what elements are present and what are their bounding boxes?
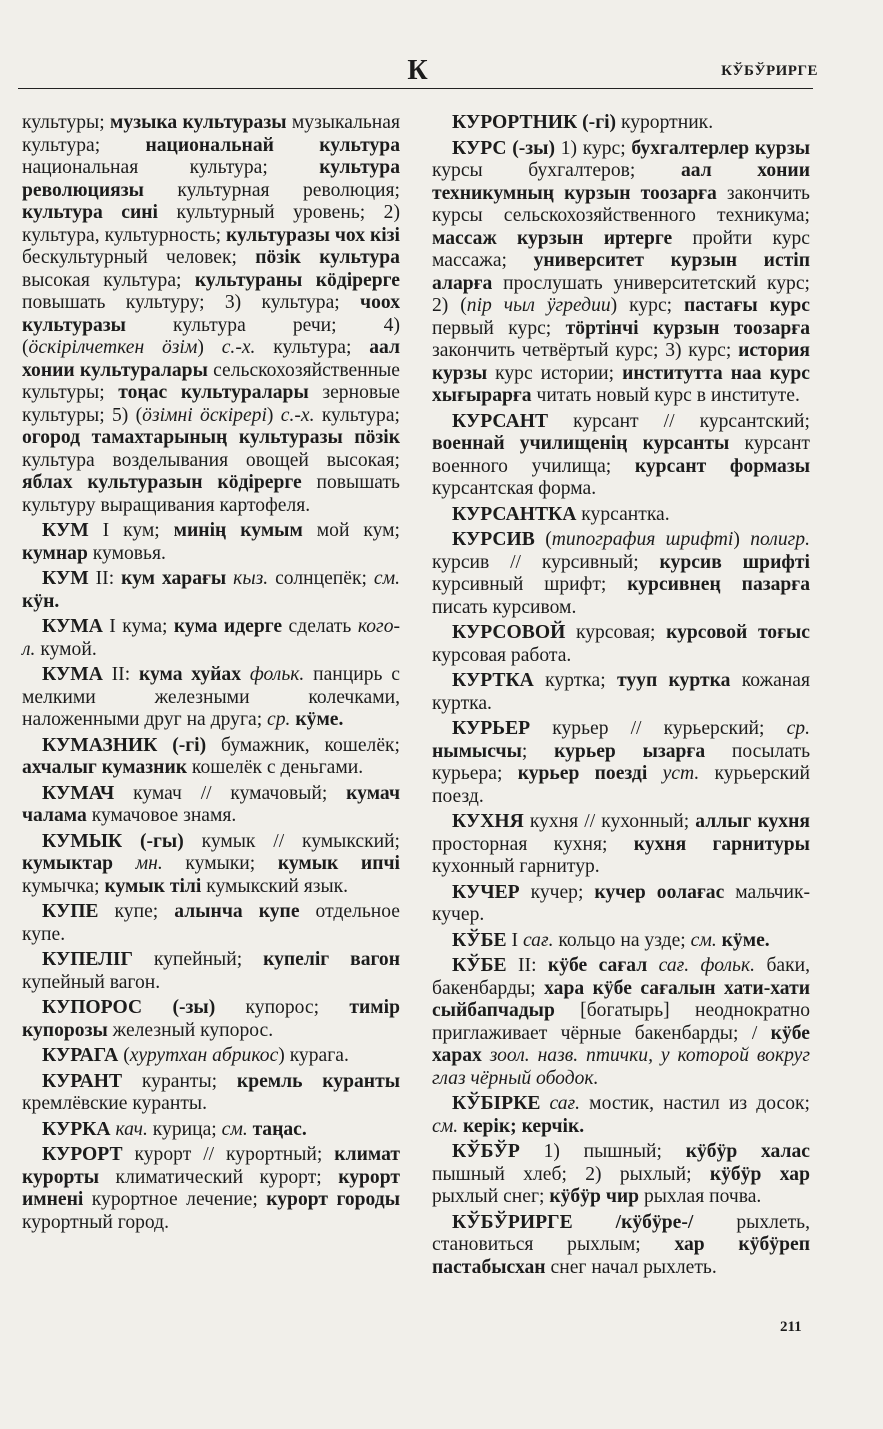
headword-text: КУМ: [42, 568, 89, 589]
italic-gloss: типография шрифті: [551, 529, 734, 550]
headword-text: кума хуйах: [138, 664, 242, 685]
definition-text: курс истории;: [487, 362, 623, 384]
headword-text: кÿн.: [22, 590, 60, 612]
definition-text: рыхлый снег;: [432, 1186, 550, 1207]
headword-text: курорт имнені: [22, 1166, 400, 1210]
definition-text: повышать культуру; 3) культура;: [22, 292, 361, 313]
dictionary-entry: [22, 1071, 400, 1116]
right-column: [432, 112, 810, 1282]
definition-text: кумачовое знамя.: [86, 805, 237, 826]
definition-text: кошелёк с деньгами.: [187, 757, 364, 778]
definition-text: [113, 853, 136, 874]
page-header: [18, 55, 818, 89]
definition-text: купорос;: [215, 997, 350, 1018]
definition-text: (: [118, 1045, 130, 1066]
headword-text: керік; керчік.: [463, 1115, 585, 1137]
definition-text: кумык // кумыкский;: [183, 830, 401, 852]
headword-text: хара кÿбе сағалын хати-хати сыйбапчадыр: [432, 977, 810, 1021]
definition-text: курсантская форма.: [432, 478, 597, 499]
definition-text: курьер // курьерский;: [530, 718, 787, 739]
headword-text: курьер поезді: [517, 763, 648, 784]
headword-text: тöртінчі курзын тоозарға: [565, 317, 810, 339]
headword-text: КУРСИВ: [452, 529, 535, 550]
definition-text: культура;: [314, 404, 400, 426]
headword-text: КЎБІРКЕ: [452, 1093, 541, 1114]
dictionary-entry: [22, 997, 400, 1042]
headword-text: музыка культуразы: [110, 112, 287, 133]
definition-text: ) курс;: [610, 295, 685, 316]
headword-text: минің кумым: [173, 520, 303, 541]
definition-text: курсивный шрифт;: [432, 574, 628, 595]
dictionary-entry: [432, 1141, 810, 1209]
definition-text: I кум;: [88, 520, 174, 541]
headword-text: нымысчы: [432, 740, 522, 762]
definition-text: панцирь с мелкими железными колечками, наложенными друг на друга;: [22, 664, 400, 730]
headword-text: КЎБЎР: [452, 1141, 520, 1162]
guide-word: КЎБЎРИРГЕ: [721, 63, 818, 79]
definition-text: культуры;: [22, 112, 111, 133]
italic-gloss: фольк.: [249, 664, 305, 685]
definition-text: курсовая;: [565, 622, 667, 643]
dictionary-entry: [432, 1212, 810, 1280]
headword-text: институтта наа курс хығырарға: [432, 362, 810, 406]
headword-text: КУМА: [42, 616, 103, 637]
italic-gloss: пір чыл ÿгредии: [466, 295, 611, 316]
definition-text: I кума;: [102, 616, 174, 637]
definition-text: [540, 1093, 549, 1114]
italic-gloss: сағ.: [549, 1093, 581, 1114]
definition-text: куртка;: [533, 670, 617, 691]
definition-text: мой кум;: [302, 520, 400, 541]
headword-text: бухгалтерлер курзы: [631, 137, 811, 159]
headword-text: культура революциязы: [22, 157, 400, 201]
definition-text: [647, 955, 658, 976]
definition-text: II:: [102, 664, 139, 685]
definition-text: кумыкский язык.: [201, 875, 349, 897]
dictionary-entry: [22, 1045, 400, 1068]
italic-gloss: уст.: [662, 763, 700, 784]
headword-text: алынча купе: [174, 901, 300, 922]
headword-text: кумык ипчі: [277, 853, 400, 874]
definition-text: курсант военного училища;: [432, 433, 810, 477]
headword-text: ахчалыг кумазник: [22, 757, 188, 778]
definition-text: курсант // курсантский;: [548, 410, 810, 432]
definition-text: посылать курьера;: [432, 740, 811, 784]
definition-text: культура;: [255, 337, 370, 358]
definition-text: кремлёвские куранты.: [22, 1093, 207, 1114]
italic-gloss: кыз.: [233, 568, 269, 589]
definition-text: курица;: [147, 1118, 222, 1140]
header-rule: [18, 88, 813, 89]
definition-text: сделать: [282, 616, 358, 637]
definition-text: курортное лечение;: [83, 1189, 267, 1210]
headword-text: кум харағы: [121, 568, 227, 589]
headword-text: КУРТКА: [452, 670, 534, 691]
headword-text: университет курзын истіп аларға: [432, 250, 811, 294]
dictionary-entry: [432, 670, 810, 715]
headword-text: КУРАГА: [42, 1045, 119, 1066]
definition-text: [богатырь] неоднократно приглаживает чёрные бакенбарды; /: [432, 1000, 810, 1044]
headword-text: КУРСАНТКА: [452, 503, 577, 525]
headword-text: культура сині: [22, 202, 158, 223]
definition-text: купейный вагон.: [22, 971, 161, 993]
definition-text: культура речи; 4) (: [22, 314, 400, 358]
definition-text: бумажник, кошелёк;: [206, 734, 400, 756]
definition-text: рыхлая почва.: [639, 1186, 762, 1207]
definition-text: кумычка;: [22, 875, 105, 897]
definition-text: повышать культуру выращивания картофеля.: [22, 472, 400, 516]
italic-gloss: öзімні öскірері: [142, 404, 267, 426]
definition-text: читать новый курс в институте.: [531, 385, 800, 406]
definition-text: купе;: [98, 901, 175, 922]
headword-text: тимір купорозы: [22, 997, 400, 1041]
headword-text: аал хонии техникумның курзын тоозарға: [432, 160, 811, 204]
definition-text: сельскохозяйственные культуры;: [22, 359, 400, 403]
italic-gloss: кач.: [115, 1118, 148, 1140]
headword-text: кухня гарнитуры: [633, 833, 810, 855]
italic-gloss: ср.: [267, 709, 291, 730]
definition-text: высокая культура;: [22, 269, 195, 291]
headword-text: КУМА: [42, 664, 103, 685]
italic-gloss: кого-л.: [22, 616, 401, 660]
definition-text: II:: [88, 568, 122, 589]
italic-gloss: ср.: [786, 718, 810, 739]
headword-text: кумыктар: [22, 853, 114, 874]
definition-text: железный купорос.: [107, 1019, 274, 1041]
dictionary-entry: [22, 520, 400, 565]
headword-text: кÿбÿр хар: [709, 1163, 810, 1185]
headword-text: курсовой тоғыс: [666, 622, 811, 643]
headword-text: пастағы курс: [684, 295, 810, 316]
headword-text: кÿбе сағал: [547, 955, 648, 976]
headword-text: тууп куртка: [616, 670, 731, 691]
dictionary-entry: [22, 735, 400, 780]
italic-gloss: полигр.: [750, 529, 810, 550]
headword-text: тaңас.: [252, 1118, 307, 1140]
italic-gloss: öскірілчеткен öзім: [28, 337, 198, 358]
headword-text: курьер ызарға: [554, 740, 706, 762]
headword-text: хар кÿбÿреп пастабысхан: [432, 1234, 810, 1278]
dictionary-entry: [432, 529, 810, 619]
definition-text: (: [534, 529, 552, 550]
definition-text: музыкальная культура;: [22, 112, 400, 156]
left-column: [22, 112, 400, 1237]
headword-text: аал хонии культуралары: [22, 337, 400, 381]
headword-text: кремль куранты: [236, 1070, 400, 1092]
definition-text: II:: [506, 955, 548, 976]
headword-text: КЎБЕ: [452, 955, 507, 976]
italic-gloss: зоол. назв. птички, у которой вокруг глаз чёрный ободок.: [432, 1045, 811, 1089]
dictionary-entry: [432, 1093, 810, 1138]
dictionary-entry: [432, 622, 810, 667]
headword-text: кÿбÿр халас: [685, 1141, 810, 1162]
headword-text: кÿбе харах: [432, 1022, 810, 1066]
definition-text: [241, 664, 250, 685]
headword-text: пöзік культура: [255, 247, 400, 268]
headword-text: КУРАНТ: [42, 1070, 123, 1092]
definition-text: климатический курорт;: [99, 1166, 339, 1188]
headword-text: военнай училищенің курсанты: [432, 433, 730, 454]
definition-text: кучер;: [519, 881, 595, 903]
definition-text: курортник.: [616, 112, 714, 133]
definition-text: 1) курс;: [555, 137, 632, 159]
headword-text: купеліг вагон: [263, 949, 401, 970]
headword-text: культураны кöдірерге: [194, 269, 400, 291]
headword-text: КУРКА: [42, 1118, 111, 1140]
definition-text: мостик, настил из досок;: [580, 1093, 810, 1114]
definition-text: кольцо на узде;: [553, 929, 691, 951]
definition-text: кумовья.: [87, 542, 166, 564]
headword-text: КУМАЗНИК (-гі): [42, 734, 207, 756]
definition-text: закончить четвёртый курс; 3) курс;: [432, 340, 739, 361]
headword-text: курорт городы: [266, 1189, 400, 1210]
definition-text: прослушать университетский курс; 2) (: [432, 272, 810, 316]
dictionary-entry: [432, 882, 810, 927]
headword-text: история курзы: [432, 340, 810, 384]
headword-text: КУРСОВОЙ: [452, 622, 566, 643]
page-number: 211: [780, 1319, 802, 1335]
definition-text: национальная культура;: [22, 157, 320, 178]
italic-gloss: см.: [221, 1118, 248, 1140]
headword-text: КЎБЎРИРГЕ /кÿбÿре-/: [452, 1211, 694, 1233]
dictionary-entry: [22, 616, 400, 661]
italic-gloss: хурутхан абрикос: [129, 1045, 279, 1066]
definition-text: курьерский поезд.: [432, 763, 810, 807]
definition-text: [482, 1045, 490, 1066]
headword-text: тоңас культуралары: [118, 382, 309, 403]
definition-text: кухня // кухонный;: [523, 811, 696, 832]
definition-text: I: [506, 929, 523, 951]
headword-text: национальнай культура: [145, 134, 400, 156]
definition-text: [647, 763, 662, 784]
headword-text: КУПЕ: [42, 901, 99, 922]
dictionary-entry: [22, 1119, 400, 1142]
definition-text: писать курсивом.: [432, 596, 577, 618]
definition-text: отдельное купе.: [22, 901, 400, 945]
dictionary-entry: [432, 112, 810, 135]
headword-text: КУПЕЛІГ: [42, 949, 133, 970]
dictionary-entry: [432, 504, 810, 527]
headword-text: кÿме.: [295, 709, 344, 730]
definition-text: купейный;: [132, 949, 264, 970]
definition-text: курсантка.: [576, 503, 670, 525]
headword-text: огород тамахтарының культуразы пöзік: [22, 427, 400, 448]
definition-text: ): [197, 337, 222, 358]
definition-text: курсовая работа.: [432, 644, 572, 666]
italic-gloss: сағ.: [522, 929, 554, 951]
headword-text: курсант формазы: [634, 455, 811, 477]
dictionary-entry: [22, 949, 400, 994]
headword-text: кÿбÿр чир: [549, 1186, 640, 1207]
headword-text: КУЧЕР: [452, 881, 520, 903]
definition-text: курортный город.: [22, 1211, 170, 1233]
definition-text: пышный хлеб; 2) рыхлый;: [432, 1163, 710, 1185]
headword-text: кума идерге: [173, 616, 283, 637]
italic-gloss: с.-х.: [280, 404, 315, 426]
headword-text: климат курорты: [22, 1144, 400, 1188]
definition-text: культура возделывания овощей высокая;: [22, 449, 400, 471]
headword-text: КУХНЯ: [452, 811, 524, 832]
dictionary-entry: [432, 811, 810, 879]
dictionary-entry: [22, 1144, 400, 1234]
dictionary-entry: [432, 411, 810, 501]
italic-gloss: см.: [373, 568, 400, 589]
definition-text: пройти курс массажа;: [432, 227, 810, 271]
definition-text: кумач // кумачовый;: [114, 782, 347, 804]
definition-text: курсы бухгалтеров;: [432, 160, 681, 181]
headword-text: кучер оолағас: [594, 881, 725, 903]
headword-text: аллыг кухня: [695, 811, 810, 832]
definition-text: первый курс;: [432, 317, 566, 339]
italic-gloss: мн.: [135, 853, 163, 874]
dictionary-entry: [432, 930, 810, 953]
dictionary-entry: [432, 718, 810, 808]
definition-text: куранты;: [122, 1070, 237, 1092]
definition-text: 1) пышный;: [519, 1141, 686, 1162]
section-letter: К: [407, 55, 429, 86]
definition-text: снег начал рыхлеть.: [545, 1256, 717, 1278]
headword-text: КУРОРТНИК (-гі): [452, 112, 617, 133]
headword-text: кÿме.: [721, 929, 770, 951]
headword-text: КЎБЕ: [452, 929, 507, 951]
italic-gloss: см.: [432, 1115, 459, 1137]
definition-text: рыхлеть, становиться рыхлым;: [432, 1211, 810, 1255]
headword-text: яблах культуразын кöдірерге: [22, 472, 302, 493]
definition-text: кумой.: [35, 638, 97, 660]
headword-text: КУРЬЕР: [452, 718, 531, 739]
dictionary-entry: [432, 138, 810, 408]
definition-text: кухонный гарнитур.: [432, 856, 600, 877]
definition-text: ): [733, 529, 751, 550]
dictionary-entry: [22, 112, 400, 517]
headword-text: КУМ: [42, 520, 89, 541]
definition-text: просторная кухня;: [432, 833, 634, 855]
headword-text: кумач чалама: [22, 782, 400, 826]
definition-text: курорт // курортный;: [122, 1144, 335, 1165]
headword-text: кумык тілі: [104, 875, 202, 897]
headword-text: массаж курзын иртерге: [432, 227, 673, 249]
headword-text: культуразы чох кізі: [225, 224, 400, 246]
definition-text: культурная революция;: [143, 179, 400, 201]
italic-gloss: сағ. фольк.: [658, 955, 756, 976]
headword-text: КУРСАНТ: [452, 410, 549, 432]
headword-text: КУМАЧ: [42, 782, 115, 804]
definition-text: кумыки;: [162, 853, 278, 874]
italic-gloss: см.: [690, 929, 717, 951]
dictionary-entry: [22, 831, 400, 899]
italic-gloss: с.-х.: [221, 337, 256, 358]
dictionary-entry: [22, 783, 400, 828]
definition-text: кожаная куртка.: [432, 670, 810, 714]
headword-text: КУМЫК (-гы): [42, 830, 184, 852]
headword-text: курсивнең пазарға: [627, 574, 811, 595]
dictionary-entry: [22, 568, 400, 613]
headword-text: КУРС (-зы): [452, 137, 555, 159]
headword-text: КУРОРТ: [42, 1144, 123, 1165]
definition-text: баки, бакенбарды;: [432, 955, 811, 999]
dictionary-entry: [22, 664, 400, 732]
definition-text: культурный уровень; 2) культура, культурность;: [22, 202, 400, 246]
headword-text: курсив шрифті: [659, 551, 810, 573]
definition-text: ) курага.: [278, 1045, 349, 1066]
definition-text: закончить курсы сельскохозяйственного техникума;: [432, 182, 810, 226]
definition-text: мальчик-кучер.: [432, 881, 810, 925]
definition-text: курсив // курсивный;: [432, 551, 660, 573]
definition-text: зерновые культуры; 5) (: [22, 382, 400, 426]
dictionary-entry: [432, 955, 810, 1090]
headword-text: чоох культуразы: [22, 292, 400, 336]
dictionary-entry: [22, 901, 400, 946]
headword-text: кумнар: [22, 542, 88, 564]
definition-text: ;: [521, 740, 555, 762]
definition-text: солнцепёк;: [268, 568, 374, 589]
definition-text: ): [266, 404, 281, 426]
definition-text: бескультурный человек;: [22, 247, 256, 268]
headword-text: КУПОРОС (-зы): [42, 997, 216, 1018]
